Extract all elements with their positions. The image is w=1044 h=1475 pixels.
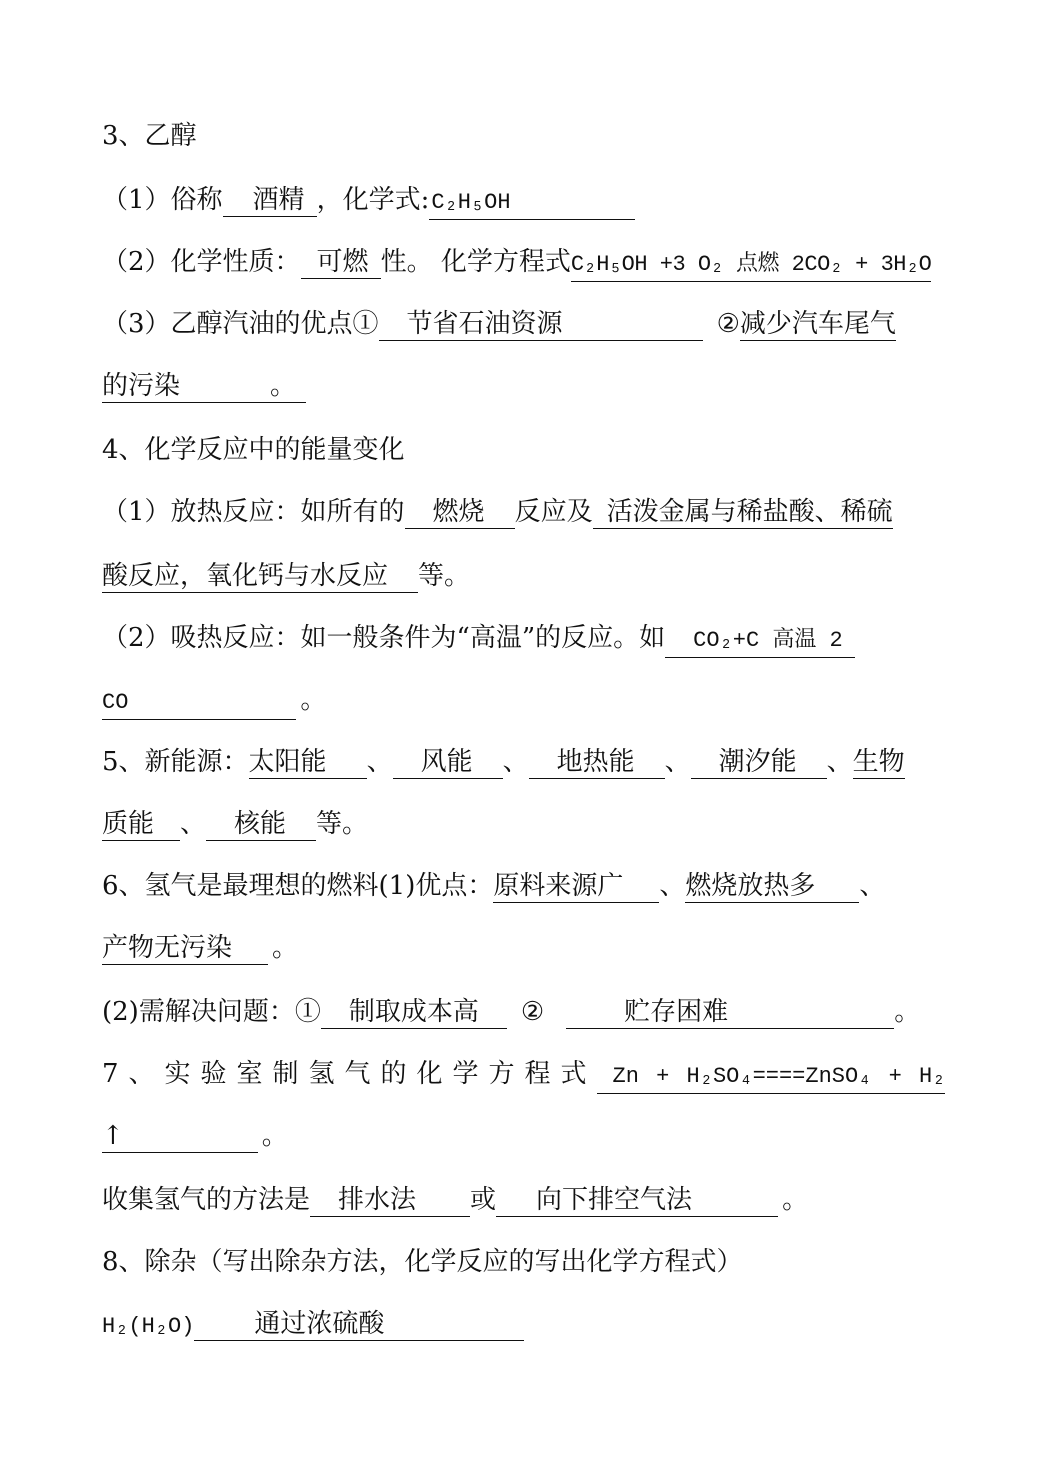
answer-collect-air: 向下排空气法	[496, 1184, 778, 1217]
answer-equation: C₂H₅OH +3 O₂ 点燃 2CO₂ + 3H₂O	[571, 249, 932, 282]
section-3-line-1: （1）俗称 酒精 ，化学式:C₂H₅OH	[102, 178, 635, 222]
answer-advantage-clean: 产物无污染	[102, 932, 268, 965]
answer-advantage-heat: 燃烧放热多	[685, 870, 859, 903]
section-3-title: 3、乙醇	[102, 121, 197, 151]
answer-impurity-removal: 通过浓硫酸	[194, 1308, 524, 1341]
section-6-line-1: 6、氢气是最理想的燃料(1)优点：原料来源广 、燃烧放热多 、	[102, 871, 886, 901]
answer-energy-bio-a: 生物	[852, 747, 905, 777]
answer-formula: C₂H₅OH	[429, 187, 634, 220]
section-6-line-2: 产物无污染 。	[102, 933, 299, 963]
answer-burn: 燃烧	[405, 496, 515, 529]
answer-advantage-1: 节省石油资源	[379, 308, 703, 341]
answer-energy-geothermal: 地热能	[529, 746, 665, 779]
answer-advantage-2a: 减少汽车尾气	[739, 309, 896, 339]
section-4-line-4: CO 。	[102, 678, 326, 722]
answer-energy-nuclear: 核能	[206, 808, 316, 841]
section-7-line-1: 7、实验室制氢气的化学方程式 Zn + H₂SO₄====ZnSO₄ + H₂	[102, 1052, 945, 1096]
answer-collect-water: 排水法	[310, 1184, 470, 1217]
section-6-line-3: (2)需解决问题：① 制取成本高 ② 贮存困难 。	[102, 997, 921, 1027]
answer-metal-2: 酸反应，氧化钙与水反应	[102, 560, 418, 593]
answer-energy-bio-b: 质能	[102, 808, 180, 841]
section-3-line-2: （2）化学性质： 可燃 性。 化学方程式C₂H₅OH +3 O₂ 点燃 2CO₂ + 3H₂O	[102, 240, 931, 284]
answer-energy-tidal: 潮汐能	[691, 746, 827, 779]
answer-problem-storage: 贮存困难	[566, 996, 894, 1029]
section-3-line-3: （3）乙醇汽油的优点① 节省石油资源 ②减少汽车尾气	[102, 309, 896, 339]
section-5-line-1: 5、新能源：太阳能 、 风能 、 地热能 、 潮汐能 、生物	[102, 747, 905, 777]
section-4-line-2: 酸反应，氧化钙与水反应 等。	[102, 561, 471, 591]
section-4-title: 4、化学反应中的能量变化	[102, 435, 405, 465]
answer-advantage-source: 原料来源广	[493, 870, 659, 903]
answer-energy-solar: 太阳能	[249, 746, 367, 779]
section-8-line-1: H₂(H₂O) 通过浓硫酸	[102, 1302, 524, 1346]
section-7-line-3: 收集氢气的方法是 排水法 或 向下排空气法 。	[102, 1185, 809, 1215]
answer-energy-wind: 风能	[393, 746, 503, 779]
section-4-line-1: （1）放热反应：如所有的 燃烧 反应及 活泼金属与稀盐酸、稀硫	[102, 497, 893, 527]
answer-hydrogen-equation: Zn + H₂SO₄====ZnSO₄ + H₂	[597, 1061, 946, 1094]
section-4-line-3: （2）吸热反应：如一般条件为“高温”的反应。如 CO₂+C 高温 2	[102, 616, 855, 660]
answer-endothermic-2: CO	[102, 687, 296, 720]
section-5-line-2: 质能 、 核能 等。	[102, 809, 369, 839]
answer-arrow: ↑	[102, 1120, 258, 1153]
answer-metal-1: 活泼金属与稀盐酸、稀硫	[593, 496, 893, 529]
answer-nickname: 酒精	[223, 184, 317, 217]
section-3-line-4	[102, 364, 306, 408]
section-8-title: 8、除杂（写出除杂方法，化学反应的写出化学方程式）	[102, 1247, 743, 1277]
answer-advantage-2b: 的污染 。	[102, 370, 306, 403]
answer-endothermic-1: CO₂+C 高温 2	[665, 625, 855, 658]
answer-problem-cost: 制取成本高	[321, 996, 507, 1029]
answer-property: 可燃	[301, 246, 381, 279]
section-7-line-2: ↑ 。	[102, 1121, 288, 1151]
